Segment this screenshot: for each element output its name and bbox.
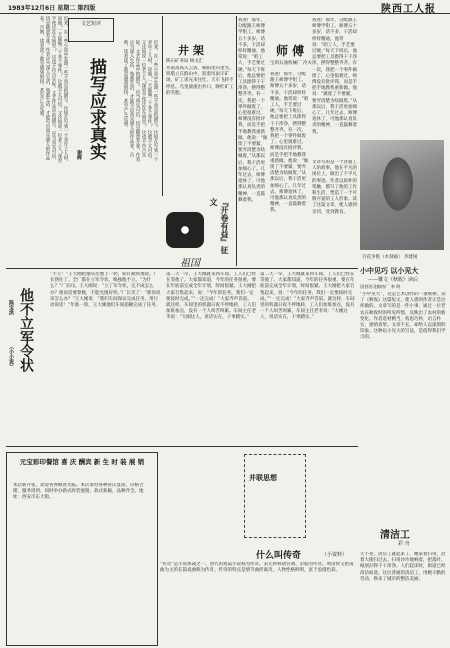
paper-name: 陕西工人报: [381, 4, 436, 15]
mid-center-right-body: 第二天一早，王大刚就来到车间。工人们已经在等他了。大家都知道，今年的任务很重，要在年底前完成全年计划，时间很紧。王大刚把大家召集起来，说：“今年的任务，我们一定要按时完成。”“一定完成！”大家齐声答道。就这样，车间里的机器日夜不停地转，工人们加班加点，没有一个人叫苦叫累。车间主任老李说：“大刚这人，说话实在，干事踏实。”: [260, 272, 355, 321]
legend-article-body: “传奇”是小说体裁之一。唐代的短篇小说称为传奇。宋元时称诸宫调、杂剧为传奇。明清时又把南曲为主的长篇戏曲称为传奇。传奇的特点是情节曲折离奇，人物性格鲜明，富于浪漫色彩。: [160, 562, 354, 574]
mid-left-author: 陈宝洪: [8, 300, 14, 315]
issue-date: 1983年12月6日 星期二 第四版: [8, 5, 96, 12]
mid-center-body: 第二天一早，王大刚就来到车间。工人们已经在等他了。大家都知道，今年的任务很重，要在年底前完成全年计划，时间很紧。王大刚把大家召集起来，说：“今年的任务，我们一定要按时完成。”“一定完成！”大家齐声答道。就这样，车间里的机器日夜不停地转，工人们加班加点，没有一个人叫苦叫累。车间主任老李说：“大刚这人，说话实在，干事踏实。”: [166, 272, 256, 321]
ad-box: [6, 452, 158, 646]
short-review-tag-text: 文艺短评: [80, 21, 101, 27]
mid-left-title: 他不立军令状: [18, 288, 34, 372]
column-divider: [236, 16, 237, 266]
woodcut-photo: [360, 140, 444, 250]
top-left-article-right-column: 近来，在一些小说中发现一些不真实的描写。比如在写到一个青年工人时，说他“一天能做二十多个零件”，这就不太可信。又比如说一位老工人“深更半夜还在车间里”，这也不符合实际。文艺作品中的描写，应当真实可信，切忌随意夸张。作者应当深入生活，熟悉生活，才能写出真实感人的作品来。否则，读者读了就会感到别扭，甚至产生反感。: [123, 40, 158, 162]
poem-title: 井 架: [178, 44, 204, 57]
mid-left-subtitle: （小小说）: [8, 344, 14, 369]
ad-body: 本店新开张，欢迎各界顾客光临。本店承办各种喜庆宴席，价格合理，服务周到。同时举办新式时装展销，款式新颖，品种齐全。地址：西安市东大街。: [13, 483, 144, 501]
cleaner-body: 天不亮，清洁工就起来了。她拿着扫帚，沿着大街扫过去。扫帚沙沙地响着，把落叶、纸屑扫得干干净净。人们起床时，街道已经清洁如洗。这位普通的清洁工，用她辛勤的劳动，换来了城市的整洁美丽。: [360, 552, 446, 582]
top-left-article-author: 谢辉: [76, 150, 82, 160]
right-article-subtitle: ——雕文《秋收》读后: [368, 277, 419, 283]
shifu-title: 师 傅: [276, 44, 305, 58]
small-box: [244, 454, 306, 538]
cleaner-title: 清洁工: [380, 530, 410, 541]
poem-body: 井架高高入云霄，朝阳里闪金光。铁塔立在群山中，迎着风雨守矿场。矿工弟兄来往忙，天车飞转不停息。乌金滚滚出井口，映红矿工的笑脸。: [166, 66, 234, 96]
cleaner-author: 彩 舟: [398, 541, 410, 547]
shifu-left-column: 我进厂那年，分配跟王师傅学钳工。师傅五十多岁，话不多，干活却样样精通。他常说：“咱工人，手艺要过硬。”每天下班后，他总要把工具擦得干干净净，摆得整整齐齐。有一次，我把一个零件做废了，心里很难过。师傅没有批评我，而是手把手地教我重新做。他说：“做废了不要紧，要弄清楚为啥做废。”从那以后，我干活更加细心了。几年过去，师傅退休了，可他那认真负责的精神，一直鼓舞着我。: [238, 18, 268, 203]
shifu-body: 我进厂那年，分配跟王师傅学钳工。师傅五十多岁，话不多，干活却样样精通。他常说：“咱工人，手艺要过硬。”每天下班后，他总要把工具擦得干干净净，摆得整整齐齐。有一次，我把一个零件做废了，心里很难过。师傅没有批评我，而是手把手地教我重新做。他说：“做废了不要紧，要弄清楚为啥做废。”从那以后，我干活更加细心了。几年过去，师傅退休了，可他那认真负责的精神，一直鼓舞着我。: [270, 72, 309, 214]
column-header: 『开卷有益』征文: [209, 198, 230, 254]
small-box-title: 并联思想: [249, 473, 277, 482]
mid-left-body: “不立！”王大刚把烟头往地上一扔，斩钉截铁地说。厂长愣住了。全厂都在立军令状，唯独他不立。“为什么？”厂长问。王大刚说：“立了军令状，完不成怎么办？咱说话要算数，不能光图好听。”厂长笑了：“那你说该怎么办？”王大刚说：“我们车间保证完成任务，用行动说话！”年底一算，王大刚他们车间超额完成了任务。: [50, 272, 161, 309]
mid-right-column: 文章写的是一个普通工人的故事。他在平凡的岗位上，做出了不平凡的事迹。作者以质朴的笔触，描写了他的工作和生活，塑造了一个可敬可爱的工人形象。读了这篇文章，使人感到亲切，受到教育。: [312, 160, 357, 215]
poem-author: 陕石矿务局 杨文汇: [166, 59, 204, 64]
ad-title: 元宝彩印餐馆 喜 庆 酬宾 新 生 时 装 展 销: [19, 458, 145, 466]
shifu-right-column: 我进厂那年，分配跟王师傅学钳工。师傅五十多岁，话不多，干活却样样精通。他常说：“咱工人，手艺要过硬。”每天下班后，他总要把工具擦得干干净净，摆得整整齐齐。有一次，我把一个零件做废了，心里很难过。师傅没有批评我，而是手把手地教我重新做。他说：“做废了不要紧，要弄清楚为啥做废。”从那以后，我干活更加细心了。几年过去，师傅退休了，可他那认真负责的精神，一直鼓舞着我。: [312, 18, 358, 135]
shifu-author: 宝鸡石油机械厂 冷夫: [270, 61, 312, 66]
section-divider: [6, 268, 358, 269]
masthead: [0, 0, 450, 14]
photo-caption: 百花争艳（木刻画） 李建国: [362, 255, 418, 260]
legend-article-tag: （小资料）: [322, 552, 348, 558]
top-left-article-title: 描写应求真实: [86, 58, 106, 160]
right-article-body: “小中见大”，这是艺术创作的一条规律。读了《秋收》这篇短文，使人感到作者正是这样做的。文章写的是一件小事，通过一位老农在秋收时的所见所想，反映出了农村的新变化。作者选材精当，构思巧妙，语言朴实，感情真挚。文章不长，却给人以深刻的印象。这种以小见大的写法，是值得我们学习的。: [360, 292, 446, 341]
legend-article-title: 什么叫传奇: [256, 551, 302, 561]
top-left-article-left-column: 近来，在一些小说中发现一些不真实的描写。比如在写到一个青年工人时，说他“一天能做二十多个零件”，这就不太可信。又比如说一位老工人“深更半夜还在车间里”，这也不符合实际。文艺作品中的描写，应当真实可信，切忌随意夸张。作者应当深入生活，熟悉生活，才能写出真实感人的作品来。否则，读者读了就会感到别扭，甚至产生反感。: [39, 16, 68, 165]
short-review-tag: [68, 18, 114, 42]
right-article-author: 国营西北棉纺厂 李 明: [360, 284, 401, 289]
section-divider: [6, 446, 358, 447]
right-article-title: 小中见巧 以小见大: [360, 266, 419, 275]
ink-illustration: [166, 212, 204, 248]
column-divider: [162, 16, 163, 196]
seal-text: 祖国: [180, 258, 200, 269]
